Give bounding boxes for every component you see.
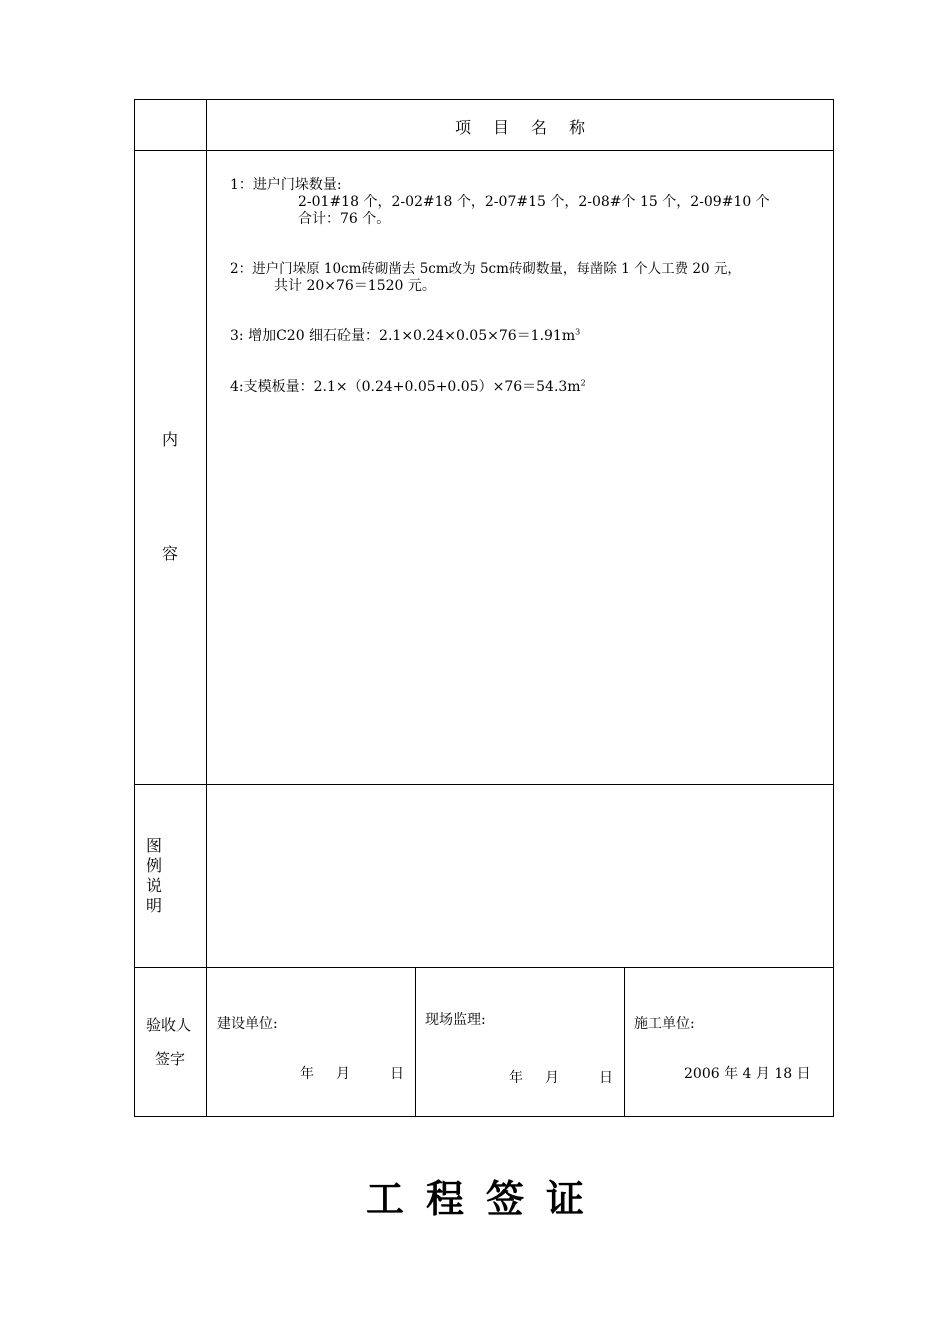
content-item-2-line-1: 2：进户门垛原 10cm砖砌凿去 5cm改为 5cm砖砌数量，每凿除 1 个人工费 20 元， bbox=[230, 261, 741, 277]
content-item-3-unit-exponent: 3 bbox=[575, 327, 581, 337]
signature-label-2: 签字 bbox=[155, 1050, 186, 1068]
supervisor-label: 现场监理: bbox=[425, 1012, 486, 1028]
owner-unit-label: 建设单位: bbox=[217, 1016, 278, 1032]
header-row-divider bbox=[134, 150, 834, 151]
label-column-divider bbox=[206, 99, 207, 1117]
content-item-2-line-2: 共计 20×76＝1520 元。 bbox=[274, 278, 436, 294]
owner-unit-date: 年 月 日 bbox=[300, 1066, 408, 1082]
content-item-1-line-2: 2-01#18 个，2-02#18 个，2-07#15 个，2-08#个 15 个，2-09#10 个 bbox=[298, 194, 770, 210]
content-row-divider bbox=[134, 784, 834, 785]
content-item-4 bbox=[230, 379, 586, 395]
signature-divider-2 bbox=[624, 967, 625, 1117]
project-name-header: 项目名称 bbox=[454, 118, 607, 137]
legend-label-4: 明 bbox=[146, 896, 163, 915]
signature-label-1: 验收人 bbox=[146, 1016, 192, 1034]
contractor-label: 施工单位: bbox=[634, 1016, 695, 1032]
engineering-visa-title: 工程签证 bbox=[365, 1177, 606, 1221]
content-label-1: 内 bbox=[162, 430, 179, 449]
content-item-1-line-3: 合计：76 个。 bbox=[298, 211, 391, 227]
visa-form-table bbox=[134, 99, 834, 1117]
content-item-3 bbox=[230, 328, 580, 344]
legend-label-2: 例 bbox=[146, 856, 163, 875]
supervisor-date: 年 月 日 bbox=[509, 1070, 617, 1086]
content-label-2: 容 bbox=[162, 544, 179, 563]
signature-divider-1 bbox=[415, 967, 416, 1117]
contractor-date: 2006 年 4 月 18 日 bbox=[684, 1066, 811, 1082]
legend-label-3: 说 bbox=[146, 876, 163, 895]
content-item-4-text: 4:支模板量：2.1×（0.24+0.05+0.05）×76＝54.3m bbox=[230, 379, 581, 395]
content-item-3-text: 3: 增加C20 细石砼量：2.1×0.24×0.05×76＝1.91m bbox=[230, 328, 576, 344]
content-item-4-unit-exponent: 2 bbox=[580, 378, 586, 388]
legend-row-divider bbox=[134, 967, 834, 968]
legend-label-1: 图 bbox=[146, 836, 163, 855]
content-item-1-line-1: 1：进户门垛数量: bbox=[230, 177, 342, 193]
